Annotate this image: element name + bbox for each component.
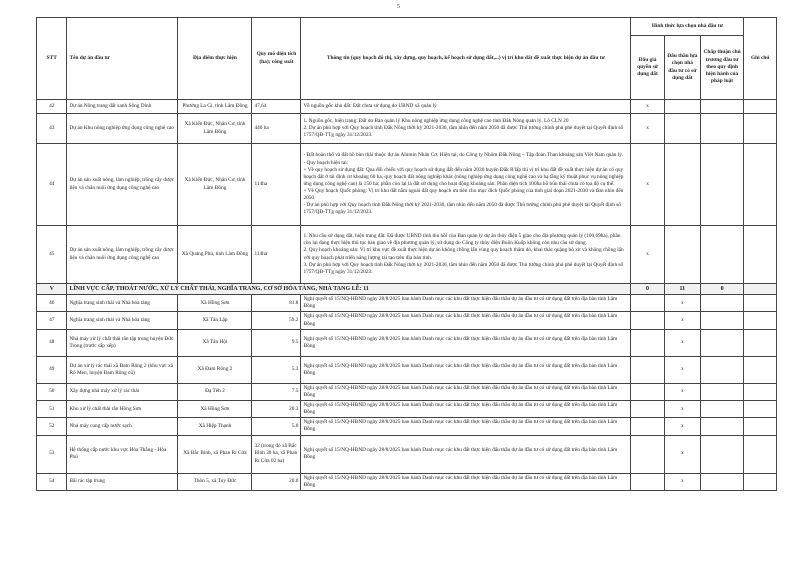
row-project-name: Nhà máy xử lý chất thải rắn tập trung huyện Đức Trọng (trước sắp xếp) (67, 329, 178, 356)
row-auction-mark (631, 356, 665, 383)
row-info: Nghị quyết số 15/NQ-HĐND ngày 28/8/2025 ban hành Danh mục các khu đất thực hiện đấu thầu dự án đầu tư có sử dụng đất trên địa bàn tỉnh Lâm Đồng (301, 383, 631, 400)
row-approval-mark (700, 295, 744, 312)
section-approval-count: 0 (700, 284, 744, 295)
row-project-name: Dự án xử lý rác thải xã Đam Rông 2 (khu vực xã Rô Men, huyện Đam Rông cũ) (67, 356, 178, 383)
row-scale: 47,64 (252, 100, 301, 114)
row-approval-mark (700, 435, 744, 473)
row-bidding-mark: x (664, 312, 700, 329)
row-scale: 9.5 (252, 329, 301, 356)
row-scale: 5.0 (252, 418, 301, 435)
section-title: LĨNH VỰC CẤP, THOÁT NƯỚC, XỬ LÝ CHẤT THẢI, NGHĨA TRANG, CƠ SỞ HỎA TÁNG, NHÀ TANG LỄ: 11 (67, 284, 631, 295)
row-scale: 440 ha (252, 114, 301, 144)
row-bidding-mark (664, 144, 700, 226)
row-location: Đạ Tẻh 2 (178, 383, 252, 400)
header-approval: Chấp thuận chủ trương đầu tư theo quy định hiện hành của pháp luật (700, 36, 744, 100)
row-project-name: Nghĩa trang sinh thái và Nhà hỏa táng (67, 312, 178, 329)
row-stt: 44 (37, 144, 67, 226)
table-row (37, 329, 777, 356)
row-info (301, 114, 631, 144)
row-approval-mark (700, 400, 744, 417)
row-note (744, 144, 777, 226)
row-stt: 43 (37, 114, 67, 144)
table-row (37, 383, 777, 400)
row-project-name: Hệ thống cấp nước khu vực Hòa Thắng - Hòa Phú (67, 435, 178, 473)
row-bidding-mark (664, 226, 700, 284)
row-project-name: Xây dựng nhà máy xử lý rác thải (67, 383, 178, 400)
page-number: 5 (397, 4, 400, 10)
row-approval-mark (700, 418, 744, 435)
row-note (744, 400, 777, 417)
row-stt: 52 (37, 418, 67, 435)
table-row (37, 114, 777, 144)
row-scale: 114ha (252, 226, 301, 284)
row-note (744, 418, 777, 435)
row-bidding-mark: x (664, 473, 700, 490)
header-stt: STT (37, 18, 67, 100)
table-row (37, 144, 777, 226)
row-project-name: Nghĩa trang sinh thái và Nhà hỏa táng (67, 295, 178, 312)
row-note (744, 473, 777, 490)
row-approval-mark (700, 100, 744, 114)
header-info: Thông tin (quy hoạch đô thị, xây dựng, quy hoạch, kế hoạch sử dụng đất,...) vị trí khu đất đề xuất thực hiện dự án đầu tư (301, 18, 631, 100)
header-scale: Quy mô diện tích (ha); công suất (252, 18, 301, 100)
table-body-agriculture (37, 100, 777, 284)
row-stt: 54 (37, 473, 67, 490)
row-project-name: Bãi rác tập trung (67, 473, 178, 490)
table-body-water-waste (37, 295, 777, 491)
row-stt: 48 (37, 329, 67, 356)
row-info (301, 144, 631, 226)
table-row (37, 226, 777, 284)
row-stt: 50 (37, 383, 67, 400)
row-stt: 45 (37, 226, 67, 284)
info-line: 2. Quy hoạch khoáng sản: Vị trí khu vực đề xuất thực hiện dự án không chồng lấn vùng quy hoạch thăm dò, khai thác quặng bô xít và không chồng lấn với quy hoạch phát triển năng lượng tái tạo trên địa bàn tỉnh. (303, 247, 624, 261)
row-auction-mark: x (631, 144, 665, 226)
row-info: Nghị quyết số 15/NQ-HĐND ngày 28/8/2025 ban hành Danh mục các khu đất thực hiện đấu thầu dự án đầu tư có sử dụng đất trên địa bàn tỉnh Lâm Đồng (301, 400, 631, 417)
row-info (301, 100, 631, 114)
table-row (37, 356, 777, 383)
row-approval-mark (700, 356, 744, 383)
investment-projects-table (36, 17, 777, 491)
row-note (744, 383, 777, 400)
row-project-name: Nhà máy cung cấp nước sạch (67, 418, 178, 435)
row-scale: 59.2 (252, 312, 301, 329)
row-project-name: Dự án sản xuất nông, lâm nghiệp, trồng cây dược liệu và chăn nuôi ứng dụng công nghệ cao (67, 226, 178, 284)
row-scale: 7.5 (252, 383, 301, 400)
info-line: - Đất hoàn thổ và đất hồ bùn thải thuộc dự án Alumin Nhân Cơ. Hiện tại, do Công ty Nhôm Đắk Nông – Tập đoàn Than khoáng sản Việt Nam quản lý. (303, 152, 624, 159)
row-note (744, 356, 777, 383)
info-line: 1. Nhu cầu sử dụng đất, hiện trạng đất: Đã được UBND tỉnh thu hồi của Ban quản lý dự án thủy điện 5 giao cho địa phương quản lý (100,69ha), phần còn lại đang thực hiện thủ tục bàn giao về địa phương quản lý, sử dụng do Công ty thủy điện Buôn Kuốp không còn nhu cầu sử dụng. (303, 233, 621, 247)
table-row (37, 435, 777, 473)
info-line: + Về Quy hoạch Quốc phòng: Vị trí khu đất nằm ngoài đất quy hoạch ưu tiên cho mục đích Quốc phòng của tỉnh giai đoạn 2021-2030 và tầm nhìn đến 2050. (303, 188, 624, 202)
section-stt: V (37, 284, 67, 295)
row-info: Nghị quyết số 15/NQ-HĐND ngày 28/8/2025 ban hành Danh mục các khu đất thực hiện đấu thầu dự án đầu tư có sử dụng đất trên địa bàn tỉnh Lâm Đồng (301, 435, 631, 473)
table-row (37, 418, 777, 435)
row-note (744, 435, 777, 473)
row-bidding-mark: x (664, 418, 700, 435)
row-info: Nghị quyết số 15/NQ-HĐND ngày 28/8/2025 ban hành Danh mục các khu đất thực hiện đấu thầu dự án đầu tư có sử dụng đất trên địa bàn tỉnh Lâm Đồng (301, 295, 631, 312)
row-note (744, 100, 777, 114)
row-stt: 51 (37, 400, 67, 417)
info-line: 3. Dự án phù hợp với Quy hoạch tỉnh Đắk Nông thời kỳ 2021-2030, tầm nhìn đến năm 2050 đã được Thủ tướng chính phủ phê duyệt tại Quyết định số 1757/QĐ-TTg ngày 31/12/2023. (303, 261, 624, 275)
info-line: + Về quy hoạch sử dụng đất: Qua đối chiếu với quy hoạch sử dụng đất đến năm 2030 huyện Đắk R'lấp thì vị trí khu đất đề xuất thực hiện dự án có quy hoạch đất ở tái định cư khoảng 60 ha, quy hoạch đất nông nghiệp khác (nông nghiệp ứng dụng công nghệ cao và hạ tầng kỹ thuật phục vụ nông nghiệp ứng dụng công nghệ cao) là 150 ha; phần còn lại là đất sử dụng cho hoạt động khoáng sản. Phần diện tích 100ha hồ bùn thải chưa có tọa độ cụ thể. (303, 166, 624, 187)
row-note (744, 329, 777, 356)
row-location: Xã Quảng Phú, tỉnh Lâm Đồng (178, 226, 252, 284)
row-scale: 81.8 (252, 295, 301, 312)
row-info (301, 226, 631, 284)
row-approval-mark (700, 329, 744, 356)
row-scale: 5.3 (252, 356, 301, 383)
row-scale: 32 (trong đó xã Bắc Bình 30 ha, xã Phan Rí Cửa 02 ha) (252, 435, 301, 473)
row-note (744, 295, 777, 312)
row-location: Xã Bắc Bình, xã Phan Rí Cửa (178, 435, 252, 473)
row-scale: 20.3 (252, 400, 301, 417)
header-auction: Đấu giá quyền sử dụng đất (631, 36, 665, 100)
row-approval-mark (700, 383, 744, 400)
row-location: Thôn 5, xã Tuy Đức (178, 473, 252, 490)
row-scale: 20.0 (252, 473, 301, 490)
row-auction-mark (631, 418, 665, 435)
row-location: Xã Hồng Sơn (178, 400, 252, 417)
info-line: - Dự án phù hợp với Quy hoạch tỉnh Đắk Nông thời kỳ 2021-2030, tầm nhìn đến năm 2050 đã được Thủ tướng chính phủ phê duyệt tại Quyết định số 1757/QĐ-TTg ngày 31/12/2023. (303, 202, 621, 216)
info-line: 2. Dự án phù hợp với Quy hoạch tỉnh Đắk Nông thời kỳ 2021-2030, tầm nhìn đến năm 2050 đã được Thủ tướng chính phủ phê duyệt tại Quyết định số 1757/QĐ-TTg ngày 31/12/2023. (303, 124, 624, 139)
row-location: Xã Tân Lập (178, 312, 252, 329)
table-row (37, 312, 777, 329)
row-approval-mark (700, 226, 744, 284)
row-info: Nghị quyết số 15/NQ-HĐND ngày 28/8/2025 ban hành Danh mục các khu đất thực hiện đấu thầu dự án đầu tư có sử dụng đất trên địa bàn tỉnh Lâm Đồng (301, 418, 631, 435)
row-location: Xã Tân Hội (178, 329, 252, 356)
table-row (37, 400, 777, 417)
table-row (37, 100, 777, 114)
header-selection-group: Hình thức lựa chọn nhà đầu tư (631, 18, 744, 36)
row-bidding-mark (664, 100, 700, 114)
row-approval-mark (700, 473, 744, 490)
row-auction-mark (631, 435, 665, 473)
row-location: Xã Hồng Sơn (178, 295, 252, 312)
table-row (37, 473, 777, 490)
header-bidding: Đấu thầu lựa chọn nhà đầu tư có sử dụng đất (664, 36, 700, 100)
table-section (37, 284, 777, 295)
row-auction-mark (631, 295, 665, 312)
row-auction-mark (631, 383, 665, 400)
row-info: Nghị quyết số 15/NQ-HĐND ngày 28/8/2025 ban hành Danh mục các khu đất thực hiện đấu thầu dự án đầu tư có sử dụng đất trên địa bàn tỉnh Lâm Đồng (301, 473, 631, 490)
row-location: Xã Đam Rông 2 (178, 356, 252, 383)
row-approval-mark (700, 144, 744, 226)
row-note (744, 312, 777, 329)
info-line: Về nguồn gốc khu đất: Đất chưa sử dụng do UBND xã quản lý (303, 102, 437, 109)
row-bidding-mark (664, 114, 700, 144)
table-row (37, 295, 777, 312)
info-line: 1. Nguồn gốc, hiện trạng: Đất do Ban quản lý Khu nông nghiệp ứng dụng công nghệ cao tỉnh Đắk Nông quản lý. Lô CLN 20 (303, 117, 569, 124)
row-auction-mark (631, 329, 665, 356)
header-location: Địa điểm thực hiện (178, 18, 252, 100)
row-project-name: Khu xử lý chất thải rắn Hồng Sơn (67, 400, 178, 417)
row-auction-mark (631, 473, 665, 490)
row-approval-mark (700, 114, 744, 144)
row-info: Nghị quyết số 15/NQ-HĐND ngày 28/8/2025 ban hành Danh mục các khu đất thực hiện đấu thầu dự án đầu tư có sử dụng đất trên địa bàn tỉnh Lâm Đồng (301, 312, 631, 329)
row-location: Xã Kiến Đức, Nhân Cơ, tỉnh Lâm Đồng (178, 144, 252, 226)
section-row (37, 284, 777, 295)
row-scale: 114ha (252, 144, 301, 226)
row-auction-mark: x (631, 226, 665, 284)
header-note: Ghi chú (744, 18, 777, 100)
row-auction-mark (631, 400, 665, 417)
info-line: - Quy hoạch hiện tại: (303, 159, 349, 166)
row-bidding-mark: x (664, 356, 700, 383)
row-bidding-mark: x (664, 435, 700, 473)
row-auction-mark (631, 312, 665, 329)
row-note (744, 114, 777, 144)
row-location: Xã Kiến Đức, Nhân Cơ, tỉnh Lâm Đồng (178, 114, 252, 144)
row-auction-mark: x (631, 100, 665, 114)
row-stt: 42 (37, 100, 67, 114)
row-stt: 47 (37, 312, 67, 329)
section-note (744, 284, 777, 295)
section-bidding-count: 11 (664, 284, 700, 295)
row-bidding-mark: x (664, 383, 700, 400)
row-location: Phường La Gi, tỉnh Lâm Đồng (178, 100, 252, 114)
row-bidding-mark: x (664, 295, 700, 312)
row-stt: 46 (37, 295, 67, 312)
row-project-name: Dự án sản xuất nông, lâm nghiệp, trồng cây dược liệu và chăn nuôi ứng dụng công nghệ cao (67, 144, 178, 226)
row-note (744, 226, 777, 284)
row-stt: 49 (37, 356, 67, 383)
row-info: Nghị quyết số 15/NQ-HĐND ngày 28/8/2025 ban hành Danh mục các khu đất thực hiện đấu thầu dự án đầu tư có sử dụng đất trên địa bàn tỉnh Lâm Đồng (301, 329, 631, 356)
row-approval-mark (700, 312, 744, 329)
row-location: Xã Hiệp Thạnh (178, 418, 252, 435)
row-auction-mark: x (631, 114, 665, 144)
row-project-name: Dự án Nông trang đất xanh Sông Dinh (67, 100, 178, 114)
header-project-name: Tên dự án đầu tư (67, 18, 178, 100)
row-project-name: Dự án Khu nông nghiệp ứng dụng công nghệ cao (67, 114, 178, 144)
section-auction-count: 0 (631, 284, 665, 295)
row-bidding-mark: x (664, 400, 700, 417)
row-stt: 53 (37, 435, 67, 473)
row-info: Nghị quyết số 15/NQ-HĐND ngày 28/8/2025 ban hành Danh mục các khu đất thực hiện đấu thầu dự án đầu tư có sử dụng đất trên địa bàn tỉnh Lâm Đồng (301, 356, 631, 383)
row-bidding-mark: x (664, 329, 700, 356)
